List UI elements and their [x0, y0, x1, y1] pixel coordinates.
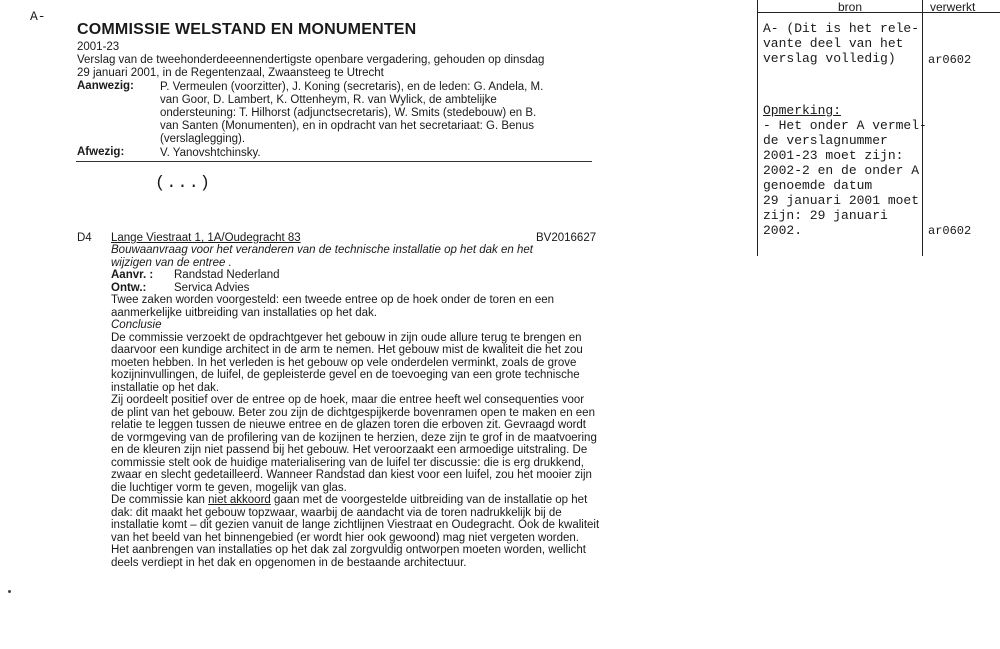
conclusion-line: daarvoor een kundige architect in de arm te nemen. Het gebouw mist de kwaliteit die het zou [111, 344, 583, 356]
conclusion-line: van het beeld van het binnengebied (er wordt hier ook gewoond) mag niet vergeten worden. [111, 531, 579, 544]
request-line: wijzigen van de entree . [111, 256, 232, 269]
conclusion-line: relatie te leggen tussen de nieuwe entree en de glazen toren die erboven zit. Gevraagd wordt [111, 419, 587, 431]
conclusion-line: en de kleuren zijn niet passend bij het gebouw. Het veroorzaakt een armoedige uitstraling. De [111, 444, 588, 456]
intro-line: aanmerkelijke uitbreiding van installaties op het dak. [111, 306, 377, 319]
conclusion-line: installatie op het dak. [111, 381, 220, 394]
note-line: A- (Dit is het rele- [763, 21, 920, 36]
conclusion-line: de plint van het gebouw. Beter zou zijn de dichtgespijkerde bovenramen open te maken en een [111, 406, 595, 419]
margin-mark: A- [30, 9, 46, 24]
applicant-row [111, 269, 599, 282]
item-code: D4 [77, 232, 92, 244]
ref-code: ar0602 [928, 53, 972, 67]
conclusion-line: kozijninvullingen, de luifel, de gepleisterde gevel en de toevoeging van een grote technische [111, 369, 580, 381]
ref-code: ar0602 [928, 224, 972, 238]
present-line: (verslaglegging). [160, 133, 246, 145]
remark-line: 29 januari 2001 moet [763, 193, 920, 208]
conclusion-line: zwaar en slecht gedetailleerd. Wanneer Randstad dan kiest voor een luifel, zou het mooier zijn [111, 469, 592, 481]
conclusion-line: deels verdiept in het dak en opgenomen in de bestaande architectuur. [111, 556, 467, 569]
request-line: Bouwaanvraag voor het veranderen van de technische installatie op het dak en het [111, 244, 533, 256]
conclusion-line: dak: dit maakt het gebouw topzwaar, waarbij de aandacht via de toren nadrukkelijk bij de [111, 506, 562, 519]
document-number: 2001-23 [77, 41, 120, 53]
disagree-suffix: gaan met de voorgestelde uitbreiding van de installatie op het [270, 494, 588, 506]
designer-label: Ontw.: [111, 281, 147, 294]
remark-line: 2002. [763, 223, 803, 238]
disagree-emphasis: niet akkoord [208, 494, 271, 506]
conclusion-line: moeten hebben. In het verleden is het gebouw op vele onderdelen verminkt, zoals de grove [111, 356, 577, 369]
conclusion-line: die luchtiger vorm te geven, mogelijk van glas. [111, 481, 347, 494]
column-header-bron: bron [838, 0, 863, 14]
designer-row [111, 282, 599, 295]
conclusion-line: de vormgeving van de profilering van de kozijnen te herzien, deze zijn te grof in de maatvoering [111, 431, 597, 444]
remark-line: de verslagnummer [763, 133, 888, 148]
document-title: COMMISSIE WELSTAND EN MONUMENTEN [77, 21, 417, 38]
report-line: 29 januari 2001, in de Regentenzaal, Zwaansteeg te Utrecht [77, 67, 384, 79]
column-header-verwerkt: verwerkt [930, 0, 976, 14]
item-reference: BV2016627 [536, 232, 597, 244]
scan-speck [8, 590, 11, 593]
remark-line: zijn: 29 januari [763, 208, 888, 223]
item-address: Lange Viestraat 1, 1A/Oudegracht 83 [111, 232, 301, 244]
present-label: Aanwezig: [77, 80, 134, 92]
report-line: Verslag van de tweehonderdeeennendertigste openbare vergadering, gehouden op dinsdag [77, 54, 545, 66]
note-line: vante deel van het [763, 36, 904, 51]
conclusion-line: De commissie verzoekt de opdrachtgever het gebouw in zijn oude allure terug te brengen en [111, 331, 582, 344]
remark-line: genoemde datum [763, 178, 873, 193]
present-line: P. Vermeulen (voorzitter), J. Koning (secretaris), en de leden: G. Andela, M. [160, 81, 544, 93]
remark-line: 2002-2 en de onder A [763, 163, 920, 178]
absent-label: Afwezig: [77, 146, 125, 158]
note-line: verslag volledig) [763, 51, 896, 66]
conclusion-line: commissie stelt ook de huidige materialisering van de luifel ter discussie: die is erg drukkend, [111, 456, 585, 469]
present-line: van Santen (Monumenten), en in opdracht van het secretariaat: G. Benus [160, 120, 534, 132]
conclusion-heading: Conclusie [111, 319, 162, 331]
remark-label: Opmerking: [763, 103, 842, 118]
absent-text: V. Yanovshtchinsky. [160, 147, 261, 159]
conclusion-line: Zij oordeelt positief over de entree op de hoek, maar die entree heeft wel consequenties voor [111, 394, 585, 406]
designer-value: Servica Advies [174, 281, 250, 294]
remark-line: 2001-23 moet zijn: [763, 148, 904, 163]
remark-line: - Het onder A vermel- [763, 118, 927, 133]
header-divider [76, 161, 592, 162]
applicant-label: Aanvr. : [111, 269, 154, 281]
disagree-line [111, 494, 599, 507]
intro-line: Twee zaken worden voorgesteld: een tweede entree op de hoek onder de toren en een [111, 294, 555, 306]
present-line: van Goor, D. Lambert, K. Ottenheym, R. van Wylick, de ambtelijke [160, 94, 497, 106]
omission-mark: (...) [155, 174, 212, 193]
present-line: ondersteuning: T. Hilhorst (adjunctsecretaris), W. Smits (stedebouw) en B. [160, 107, 537, 119]
applicant-value: Randstad Nederland [174, 269, 280, 281]
item-body [111, 244, 599, 569]
table-left-rule [757, 0, 758, 256]
conclusion-line: Het aanbrengen van installaties op het dak zal zorgvuldig ontworpen moeten worden, wellicht [111, 544, 586, 556]
disagree-prefix: De commissie kan [111, 494, 209, 506]
conclusion-line: installatie komt – dit gezien vanuit de lange zichtlijnen Viestraat en Oudegracht. Ook de kwaliteit [111, 519, 600, 531]
